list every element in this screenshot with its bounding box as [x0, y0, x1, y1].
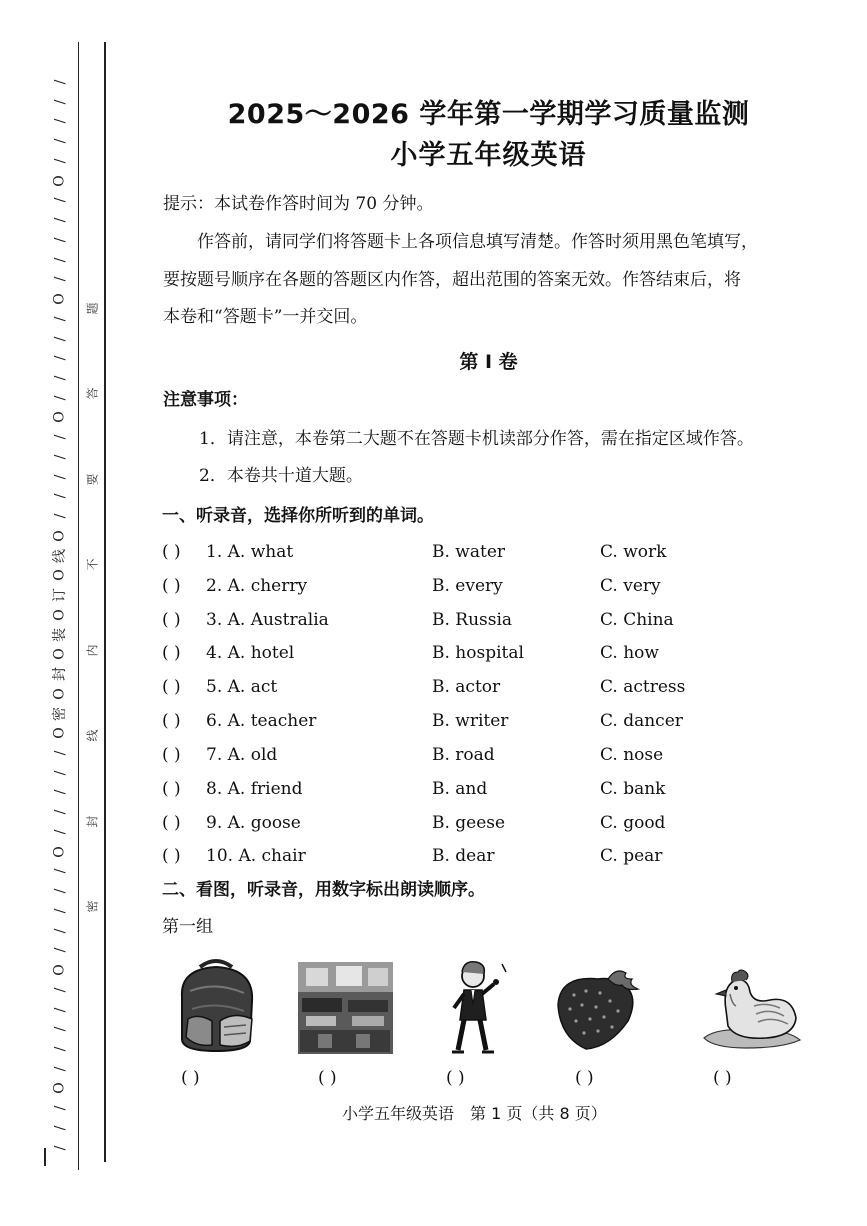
seal-line-marks: [49, 75, 71, 1155]
option-b: B. every: [432, 576, 503, 596]
seal-warning-char: 要: [85, 473, 100, 486]
seal-mark: /: [52, 790, 68, 795]
option-b: B. writer: [432, 711, 509, 731]
picture-answer-blank[interactable]: ( ): [318, 1068, 337, 1088]
seal-warning-char: 密: [85, 900, 100, 913]
seal-mark: /: [52, 770, 68, 776]
seal-warning-char: 不: [85, 558, 100, 571]
attention-heading: 注意事项：: [163, 390, 248, 410]
option-b: B. water: [432, 542, 506, 562]
seal-mark: O: [51, 727, 68, 739]
option-a: 4. A. hotel: [206, 643, 295, 663]
picture-answer-blank[interactable]: ( ): [446, 1068, 465, 1088]
option-a: 9. A. goose: [206, 813, 301, 833]
seal-warning-char: 内: [85, 644, 100, 657]
option-c: C. work: [600, 542, 667, 562]
option-c: C. bank: [600, 779, 666, 799]
group-label: 第一组: [162, 917, 213, 937]
option-c: C. good: [600, 813, 666, 833]
answer-blank[interactable]: ( ): [162, 745, 181, 765]
seal-mark: /: [52, 79, 68, 85]
attention-item-2: 2．本卷共十道大题。: [199, 466, 363, 486]
exam-subtitle: 小学五年级英语: [390, 140, 587, 171]
seal-mark: O: [51, 688, 68, 700]
seal-mark: O: [51, 964, 68, 976]
seal-mark: /: [52, 987, 68, 993]
option-b: B. geese: [432, 813, 506, 833]
seal-mark: /: [52, 513, 68, 519]
option-a: 8. A. friend: [206, 779, 303, 799]
answer-blank[interactable]: ( ): [162, 813, 181, 833]
seal-mark: 订: [52, 588, 68, 603]
seal-mark: /: [52, 355, 68, 361]
seal-mark: /: [52, 138, 68, 144]
seal-mark: /: [52, 1145, 68, 1151]
seal-mark: /: [52, 494, 68, 499]
option-b: B. and: [432, 779, 488, 799]
seal-mark: O: [51, 411, 68, 424]
binding-line-inner: [78, 42, 79, 1170]
seal-mark: /: [52, 198, 68, 203]
picture-answer-blank[interactable]: ( ): [575, 1068, 594, 1088]
binding-cut-mark: [44, 1148, 46, 1166]
question-row: [162, 677, 842, 701]
seal-mark: /: [52, 1026, 68, 1032]
seal-mark: /: [52, 434, 68, 440]
question-row: [162, 745, 842, 769]
seal-mark: O: [51, 609, 68, 621]
seal-mark: /: [52, 928, 68, 933]
instruction-line-3: 本卷和“答题卡”一并交回。: [163, 307, 368, 327]
answer-blank[interactable]: ( ): [162, 677, 181, 697]
seal-mark: /: [52, 908, 68, 914]
answer-blank[interactable]: ( ): [162, 779, 181, 799]
seal-mark: 封: [52, 667, 68, 682]
question-row: [162, 779, 842, 803]
seal-mark: /: [52, 395, 68, 401]
strawberry-picture: [552, 965, 644, 1051]
backpack-picture: [170, 957, 262, 1055]
option-c: C. how: [600, 643, 659, 663]
option-c: C. dancer: [600, 711, 683, 731]
question-row: [162, 542, 842, 566]
option-a: 10. A. chair: [206, 846, 306, 866]
seal-mark: /: [52, 869, 68, 874]
seal-mark: O: [51, 648, 68, 661]
binding-margin: [0, 0, 110, 1226]
seal-mark: /: [52, 809, 68, 815]
question-row: [162, 643, 842, 667]
seal-mark: /: [52, 119, 68, 124]
option-b: B. actor: [432, 677, 501, 697]
option-a: 3. A. Australia: [206, 610, 329, 630]
time-hint: 提示：本试卷作答时间为 70 分钟。: [163, 194, 434, 214]
answer-blank[interactable]: ( ): [162, 711, 181, 731]
seal-mark: /: [52, 1066, 68, 1072]
option-c: C. China: [600, 610, 674, 630]
picture-answer-blank[interactable]: ( ): [181, 1068, 200, 1088]
seal-mark: 线: [52, 548, 68, 563]
singer-picture: [440, 958, 520, 1058]
volume-label: 第 Ⅰ 卷: [459, 351, 518, 373]
option-a: 2. A. cherry: [206, 576, 308, 596]
seal-mark: /: [52, 99, 68, 105]
seal-mark: /: [52, 336, 68, 341]
hen-picture: [696, 964, 806, 1056]
option-a: 6. A. teacher: [206, 711, 317, 731]
question-row: [162, 576, 842, 600]
section2-heading: 二、看图，听录音，用数字标出朗读顺序。: [162, 880, 485, 900]
picture-answer-blank[interactable]: ( ): [713, 1068, 732, 1088]
seal-mark: 密: [52, 706, 68, 721]
option-c: C. nose: [600, 745, 664, 765]
question-row: [162, 846, 842, 870]
seal-warning-char: 线: [85, 729, 100, 742]
seal-mark: 装: [52, 627, 68, 642]
seal-warning-char: 答: [85, 387, 100, 400]
seal-mark: O: [51, 174, 68, 187]
seal-warning-char: 题: [85, 302, 100, 315]
seal-mark: /: [52, 474, 68, 480]
seal-mark: /: [52, 1125, 68, 1131]
seal-mark: O: [51, 1082, 68, 1095]
question-row: [162, 813, 842, 837]
option-b: B. hospital: [432, 643, 524, 663]
seal-mark: /: [52, 276, 68, 282]
seal-mark: /: [52, 1007, 68, 1012]
section1-heading: 一、听录音，选择你所听到的单词。: [162, 506, 434, 526]
page-footer: 小学五年级英语 第 1 页（共 8 页）: [342, 1104, 607, 1123]
seal-mark: O: [51, 569, 68, 582]
seal-mark: /: [52, 888, 68, 894]
seal-mark: O: [51, 293, 68, 305]
option-a: 1. A. what: [206, 542, 294, 562]
option-b: B. road: [432, 745, 495, 765]
answer-blank[interactable]: ( ): [162, 846, 181, 866]
option-a: 5. A. act: [206, 677, 278, 697]
answer-blank[interactable]: ( ): [162, 643, 181, 663]
office-picture: [298, 962, 393, 1054]
seal-mark: /: [52, 750, 68, 756]
seal-mark: /: [52, 1046, 68, 1052]
seal-mark: /: [52, 829, 68, 835]
seal-mark: /: [52, 375, 68, 381]
seal-warning-text: [82, 300, 102, 915]
question-row: [162, 711, 842, 735]
exam-title: 2025～2026 学年第一学期学习质量监测: [227, 99, 750, 130]
seal-mark: /: [52, 257, 68, 262]
seal-mark: O: [51, 845, 68, 858]
option-c: C. very: [600, 576, 661, 596]
attention-item-1: 1．请注意，本卷第二大题不在答题卡机读部分作答，需在指定区域作答。: [199, 429, 754, 449]
answer-blank[interactable]: ( ): [162, 610, 181, 630]
seal-warning-char: 封: [85, 815, 100, 828]
seal-mark: /: [52, 454, 68, 460]
answer-blank[interactable]: ( ): [162, 576, 181, 596]
option-c: C. pear: [600, 846, 663, 866]
seal-mark: /: [52, 947, 68, 953]
binding-line-outer: [104, 42, 106, 1162]
seal-mark: /: [52, 1105, 68, 1111]
instruction-line-2: 要按题号顺序在各题的答题区内作答，超出范围的答案无效。作答结束后，将: [163, 270, 741, 290]
option-b: B. Russia: [432, 610, 513, 630]
option-b: B. dear: [432, 846, 495, 866]
seal-mark: /: [52, 237, 68, 243]
seal-mark: /: [52, 217, 68, 223]
answer-blank[interactable]: ( ): [162, 542, 181, 562]
seal-mark: O: [51, 530, 68, 542]
seal-mark: /: [52, 316, 68, 322]
option-a: 7. A. old: [206, 745, 278, 765]
option-c: C. actress: [600, 677, 686, 697]
instruction-line-1: 作答前，请同学们将答题卡上各项信息填写清楚。作答时须用黑色笔填写，: [197, 232, 758, 252]
seal-mark: /: [52, 158, 68, 164]
question-row: [162, 610, 842, 634]
